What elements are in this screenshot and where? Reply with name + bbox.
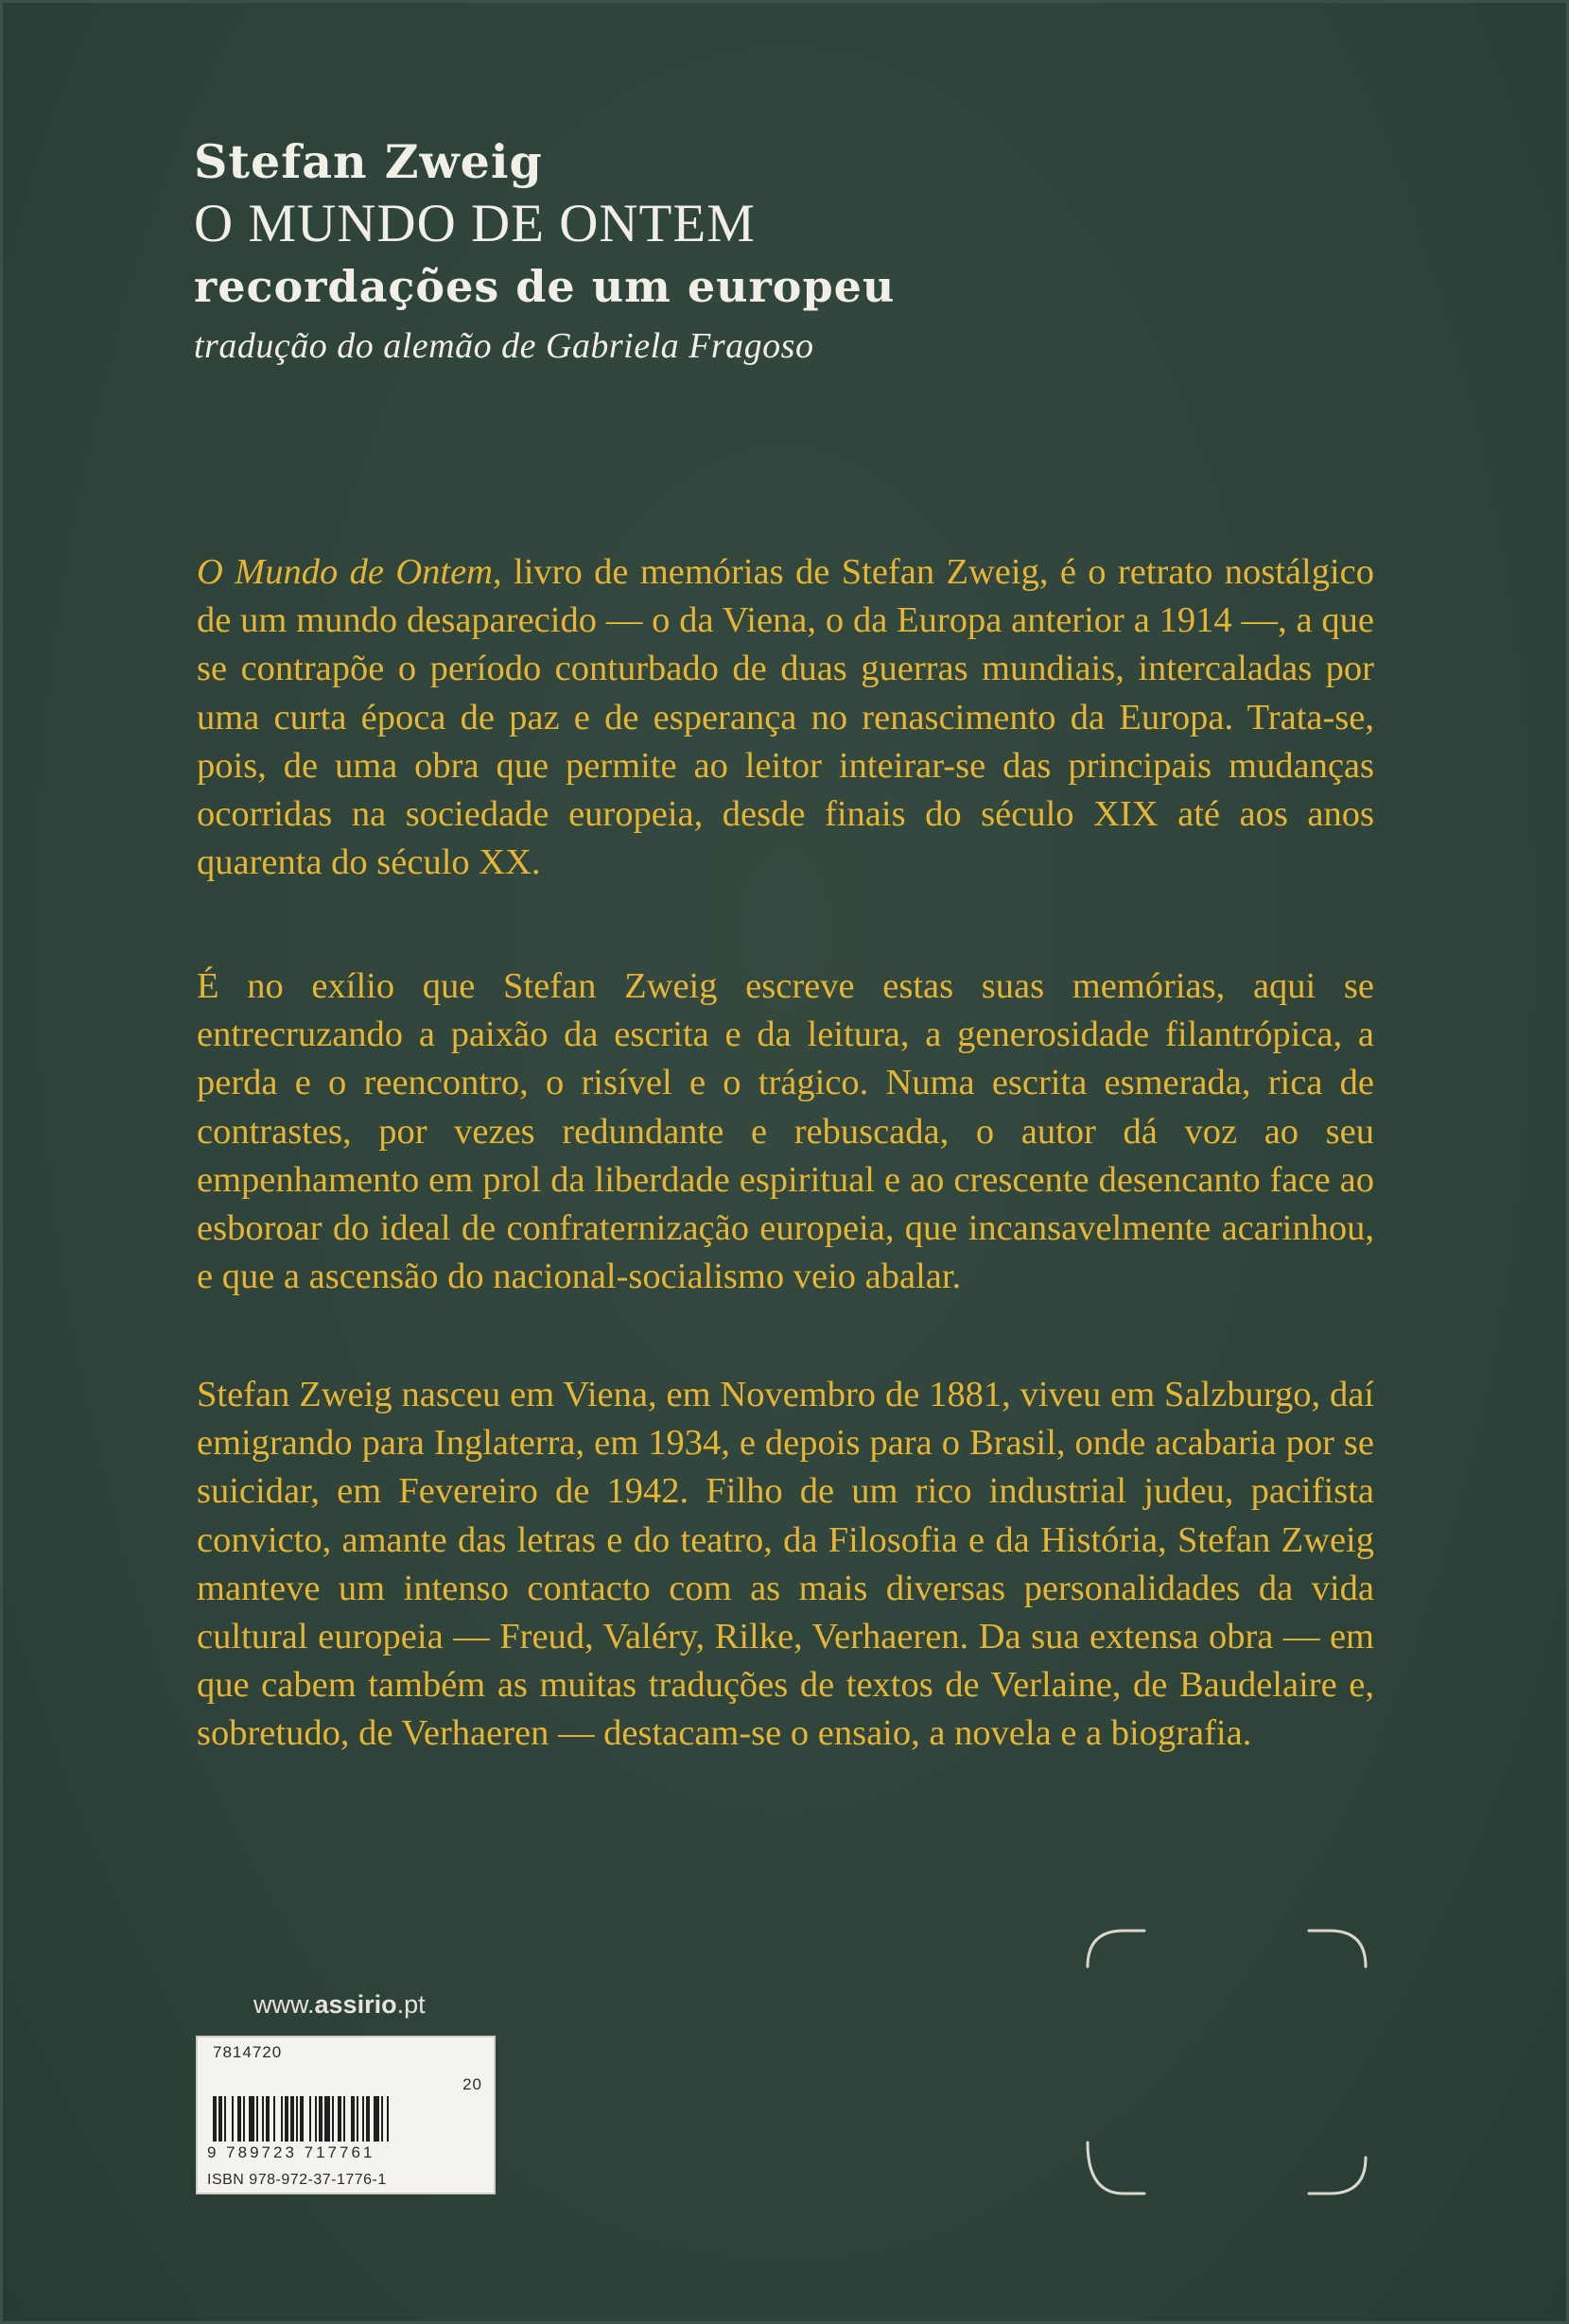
barcode-bar: [256, 2096, 258, 2142]
barcode-bar: [218, 2096, 222, 2142]
barcode-bar: [338, 2096, 341, 2142]
book-header: [194, 132, 895, 373]
barcode-bar: [237, 2096, 241, 2142]
author-name: Stefan Zweig: [194, 134, 543, 189]
barcode-bar: [315, 2096, 317, 2142]
barcode-bar: [213, 2096, 217, 2142]
synopsis-paragraph-1: [197, 548, 1374, 887]
barcode-bar: [262, 2096, 264, 2142]
barcode-bar: [324, 2096, 330, 2142]
barcode-bar: [266, 2096, 270, 2142]
synopsis-text-2: É no exílio que Stefan Zweig escreve estas suas memórias, aqui se entrecruzando a paixão da escrita e da leitura, a generosidade filantrópica, a perda e o reencontro, o risível e o trágico. Numa escrita esmerada, rica de contrastes, por vezes redundante e rebuscada, o autor dá voz ao seu empenhamento em prol da liberdade espiritual e ao crescente desencanto face ao esboroar do ideal de confraternização europeia, que incansavelmente acarinhou, e que a ascensão do nacional-socialismo veio abalar.: [197, 966, 1374, 1297]
barcode-bar: [290, 2096, 294, 2142]
synopsis-paragraph-2: [197, 963, 1374, 1301]
barcode-bar: [319, 2096, 323, 2142]
isbn-number: ISBN 978-972-37-1776-1: [207, 2172, 387, 2188]
barcode-bar: [232, 2096, 234, 2142]
barcode-digits: 9 789723 717761: [207, 2143, 375, 2161]
book-title: O MUNDO DE ONTEM: [194, 194, 756, 253]
synopsis-text-1: , livro de memórias de Stefan Zweig, é o retrato nostálgico de um mundo desaparecido — o da Viena, o da Europa anterior a 1914 —, a que se contrapõe o período conturbado de duas guerras mundiais, intercaladas por uma curta época de paz e de esperança no renascimento da Europa. Trata-se, pois, de uma obra que permite ao leitor inteirar-se das principais mudanças ocorridas na sociedade europeia, desde finais do século XIX até aos anos quarenta do século XX.: [197, 552, 1375, 883]
barcode-bar: [366, 2096, 370, 2142]
barcode-bar: [351, 2096, 355, 2142]
website-brand: assirio: [314, 1990, 397, 2019]
translator-credit: tradução do alemão de Gabriela Fragoso: [194, 326, 814, 366]
barcode-bar: [300, 2096, 304, 2142]
barcode-label: [196, 2036, 496, 2194]
price-addon: 20: [462, 2075, 482, 2093]
barcode-bar: [332, 2096, 334, 2142]
corner-frame-ornament: [1086, 1929, 1368, 2195]
biography-text: Stefan Zweig nasceu em Viena, em Novembro de 1881, viveu em Salzburgo, daí emigrando para Inglaterra, em 1934, e depois para o Brasil, onde acabaria por se suicidar, em Fevereiro de 1942. Filho de um rico industrial judeu, pacifista convicto, amante das letras e do teatro, da Filosofia e da História, Stefan Zweig manteve um intenso contacto com as mais diversas personalidades da vida cultural europeia — Freud, Valéry, Rilke, Verhaeren. Da sua extensa obra — em que cabem também as muitas traduções de textos de Verlaine, de Baudelaire e, sobretudo, de Verhaeren — destacam-se o ensaio, a novela e a biografia.: [197, 1375, 1374, 1754]
book-title-italic: O Mundo de Ontem: [197, 552, 493, 592]
product-code: 7814720: [213, 2043, 283, 2061]
barcode-bar: [357, 2096, 358, 2142]
barcode-bar: [249, 2096, 254, 2142]
barcode-bar: [343, 2096, 345, 2142]
barcode-bar: [309, 2096, 311, 2142]
publisher-website: [253, 1990, 426, 2020]
biography-paragraph: [197, 1371, 1374, 1759]
barcode-bar: [374, 2096, 379, 2142]
book-subtitle: recordações de um europeu: [194, 261, 896, 312]
barcode-bar: [296, 2096, 298, 2142]
barcode-bar: [273, 2096, 275, 2142]
barcode-bar: [362, 2096, 364, 2142]
barcode-bar: [281, 2096, 283, 2142]
barcode-bar: [387, 2096, 389, 2142]
barcode-bar: [285, 2096, 288, 2142]
website-prefix: www.: [253, 1990, 315, 2019]
barcode-bar: [381, 2096, 383, 2142]
barcode-bar: [243, 2096, 245, 2142]
barcode-bar: [224, 2096, 226, 2142]
website-suffix: .pt: [396, 1990, 426, 2019]
